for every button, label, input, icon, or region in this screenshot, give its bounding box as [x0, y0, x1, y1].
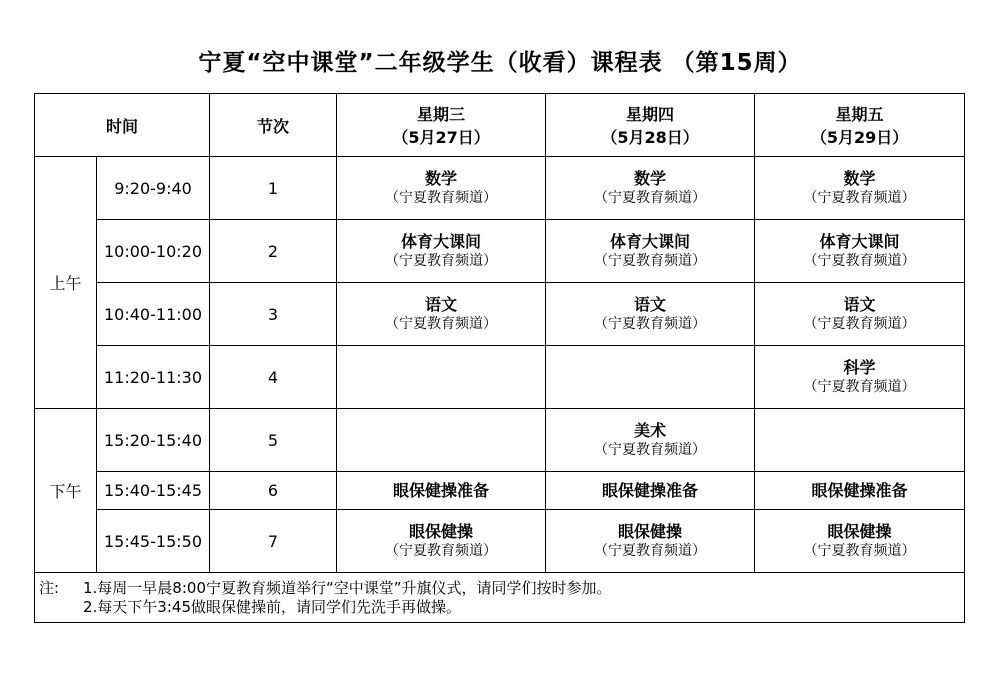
- period-cell: 5: [210, 409, 337, 472]
- course-cell: [546, 510, 755, 573]
- header-period: 节次: [210, 94, 337, 157]
- day-name: 星期四: [626, 105, 675, 124]
- time-cell: 10:40-11:00: [97, 283, 210, 346]
- course-cell: [546, 220, 755, 283]
- channel: （宁夏教育频道）: [803, 542, 916, 559]
- period-cell: 7: [210, 510, 337, 573]
- course-cell: [755, 220, 965, 283]
- channel: （宁夏教育频道）: [385, 542, 498, 559]
- channel: （宁夏教育频道）: [803, 252, 916, 269]
- header-time: 时间: [35, 94, 210, 157]
- subject: 数学: [634, 168, 667, 188]
- period-cell: 3: [210, 283, 337, 346]
- channel: （宁夏教育频道）: [594, 542, 707, 559]
- period-cell: 6: [210, 472, 337, 510]
- note-text: 2.每天下午3:45做眼保健操前，请同学们先洗手再做操。: [83, 597, 461, 616]
- channel: （宁夏教育频道）: [594, 315, 707, 332]
- channel: （宁夏教育频道）: [803, 378, 916, 395]
- time-cell: 11:20-11:30: [97, 346, 210, 409]
- subject: 数学: [843, 168, 876, 188]
- table-row: [35, 346, 965, 409]
- subject: 数学: [425, 168, 458, 188]
- notes-label: 注:: [39, 578, 60, 597]
- course-cell: [337, 346, 546, 409]
- table-row: [35, 409, 965, 472]
- note-line-2: [39, 598, 964, 617]
- course-cell: [337, 220, 546, 283]
- day-date: （5月29日）: [810, 128, 909, 147]
- course-cell: [755, 346, 965, 409]
- subject: 美术: [634, 420, 667, 440]
- subject: 眼保健操: [618, 521, 683, 541]
- schedule-table: [34, 93, 965, 623]
- channel: （宁夏教育频道）: [385, 189, 498, 206]
- subject: 眼保健操: [827, 521, 892, 541]
- table-row: [35, 283, 965, 346]
- course-cell: [546, 283, 755, 346]
- course-cell: [755, 510, 965, 573]
- time-cell: 9:20-9:40: [97, 157, 210, 220]
- channel: （宁夏教育频道）: [385, 252, 498, 269]
- course-cell: [337, 157, 546, 220]
- channel: （宁夏教育频道）: [803, 315, 916, 332]
- note-text: 1.每周一早晨8:00宁夏教育频道举行“空中课堂”升旗仪式，请同学们按时参加。: [83, 578, 612, 597]
- notes-row: [35, 573, 965, 623]
- subject: 眼保健操准备: [602, 480, 699, 500]
- subject: 语文: [634, 294, 667, 314]
- course-cell: [337, 510, 546, 573]
- subject: 眼保健操: [409, 521, 474, 541]
- day-date: （5月27日）: [392, 128, 490, 147]
- channel: （宁夏教育频道）: [385, 315, 498, 332]
- table-row: [35, 157, 965, 220]
- time-cell: 10:00-10:20: [97, 220, 210, 283]
- time-cell: 15:40-15:45: [97, 472, 210, 510]
- course-cell: [337, 409, 546, 472]
- day-name: 星期三: [417, 105, 466, 124]
- day-name: 星期五: [835, 105, 884, 124]
- course-cell: [755, 157, 965, 220]
- subject: 体育大课间: [401, 231, 482, 251]
- period-cell: 4: [210, 346, 337, 409]
- course-cell: [755, 283, 965, 346]
- course-cell: [546, 472, 755, 510]
- subject: 眼保健操准备: [393, 480, 490, 500]
- subject: 语文: [843, 294, 876, 314]
- table-row: [35, 510, 965, 573]
- course-cell: [546, 409, 755, 472]
- subject: 体育大课间: [819, 231, 900, 251]
- course-cell: [755, 472, 965, 510]
- course-cell: [755, 409, 965, 472]
- channel: （宁夏教育频道）: [594, 441, 707, 458]
- channel: （宁夏教育频道）: [594, 252, 707, 269]
- note-line-1: [39, 579, 964, 598]
- header-row: [35, 94, 965, 157]
- period-cell: 1: [210, 157, 337, 220]
- header-day-thu: [546, 94, 755, 157]
- header-day-wed: [337, 94, 546, 157]
- session-morning: 上午: [35, 157, 97, 409]
- notes-cell: [35, 573, 965, 623]
- time-cell: 15:45-15:50: [97, 510, 210, 573]
- table-row: [35, 220, 965, 283]
- course-cell: [337, 472, 546, 510]
- course-cell: [546, 346, 755, 409]
- subject: 体育大课间: [610, 231, 691, 251]
- channel: （宁夏教育频道）: [594, 189, 707, 206]
- subject: 科学: [843, 357, 876, 377]
- period-cell: 2: [210, 220, 337, 283]
- subject: 语文: [425, 294, 458, 314]
- channel: （宁夏教育频道）: [803, 189, 916, 206]
- page-title: 宁夏“空中课堂”二年级学生（收看）课程表 （第15周）: [198, 50, 802, 76]
- table-row: [35, 472, 965, 510]
- header-day-fri: [755, 94, 965, 157]
- subject: 眼保健操准备: [811, 480, 908, 500]
- time-cell: 15:20-15:40: [97, 409, 210, 472]
- course-cell: [337, 283, 546, 346]
- session-afternoon: 下午: [35, 409, 97, 573]
- course-cell: [546, 157, 755, 220]
- day-date: （5月28日）: [601, 128, 699, 147]
